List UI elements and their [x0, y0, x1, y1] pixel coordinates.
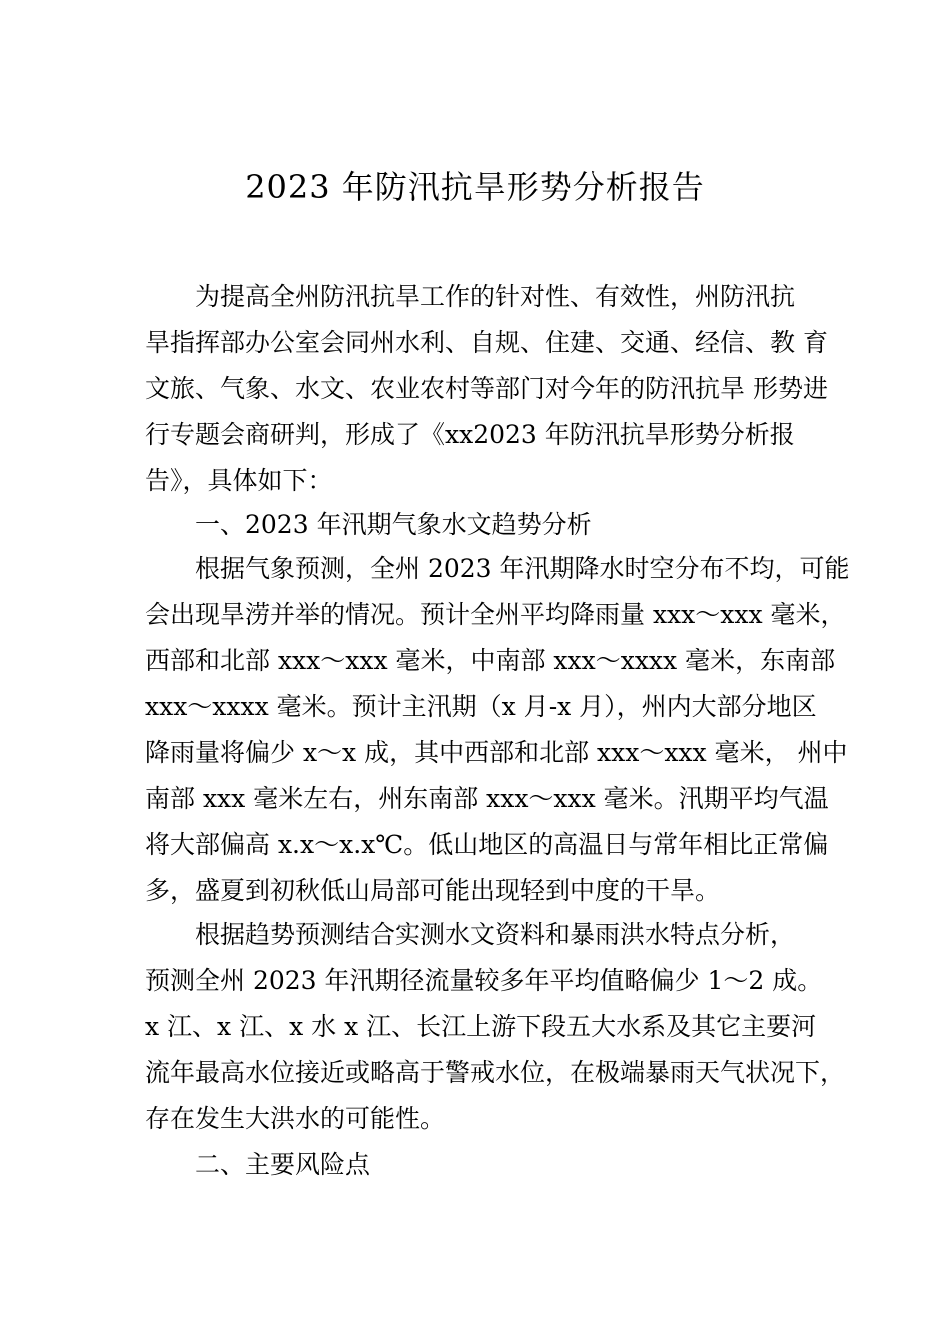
paragraph-line: 根据气象预测，全州 2023 年汛期降水时空分布不均，可能 — [195, 554, 850, 583]
paragraph-line: 为提高全州防汛抗旱工作的针对性、有效性，州防汛抗 — [195, 282, 796, 311]
paragraph-line: 文旅、气象、水文、农业农村等部门对今年的防汛抗旱 形势进 — [145, 374, 828, 403]
paragraph-line: 告》，具体如下： — [145, 466, 333, 495]
section-heading-2: 二、主要风险点 — [195, 1150, 371, 1179]
paragraph-line: 流年最高水位接近或略高于警戒水位，在极端暴雨天气状况下， — [145, 1058, 846, 1087]
section-heading-1: 一、2023 年汛期气象水文趋势分析 — [195, 510, 592, 539]
paragraph-line: 会出现旱涝并举的情况。预计全州平均降雨量 xxx～xxx 毫米， — [145, 600, 846, 629]
document-title: 2023 年防汛抗旱形势分析报告 — [245, 168, 705, 206]
paragraph-line: 预测全州 2023 年汛期径流量较多年平均值略偏少 1～2 成。 — [145, 966, 823, 995]
paragraph-line: 南部 xxx 毫米左右，州东南部 xxx～xxx 毫米。汛期平均气温 — [145, 784, 829, 813]
paragraph-line: 将大部偏高 x.x～x.x℃。低山地区的高温日与常年相比正常偏 — [145, 830, 829, 859]
paragraph-line: 根据趋势预测结合实测水文资料和暴雨洪水特点分析， — [195, 920, 796, 949]
paragraph-line: x 江、x 江、x 水 x 江、长江上游下段五大水系及其它主要河 — [145, 1012, 817, 1041]
paragraph-line: 降雨量将偏少 x～x 成，其中西部和北部 xxx～xxx 毫米， 州中 — [145, 738, 848, 767]
paragraph-line: 行专题会商研判，形成了《xx2023 年防汛抗旱形势分析报 — [145, 420, 795, 449]
paragraph-line: xxx～xxxx 毫米。预计主汛期（x 月-x 月），州内大部分地区 — [145, 692, 817, 721]
paragraph-line: 旱指挥部办公室会同州水利、自规、住建、交通、经信、教 育 — [145, 328, 828, 357]
paragraph-line: 西部和北部 xxx～xxx 毫米，中南部 xxx～xxxx 毫米，东南部 — [145, 646, 836, 675]
paragraph-line: 存在发生大洪水的可能性。 — [145, 1104, 446, 1133]
paragraph-line: 多，盛夏到初秋低山局部可能出现轻到中度的干旱。 — [145, 876, 721, 905]
